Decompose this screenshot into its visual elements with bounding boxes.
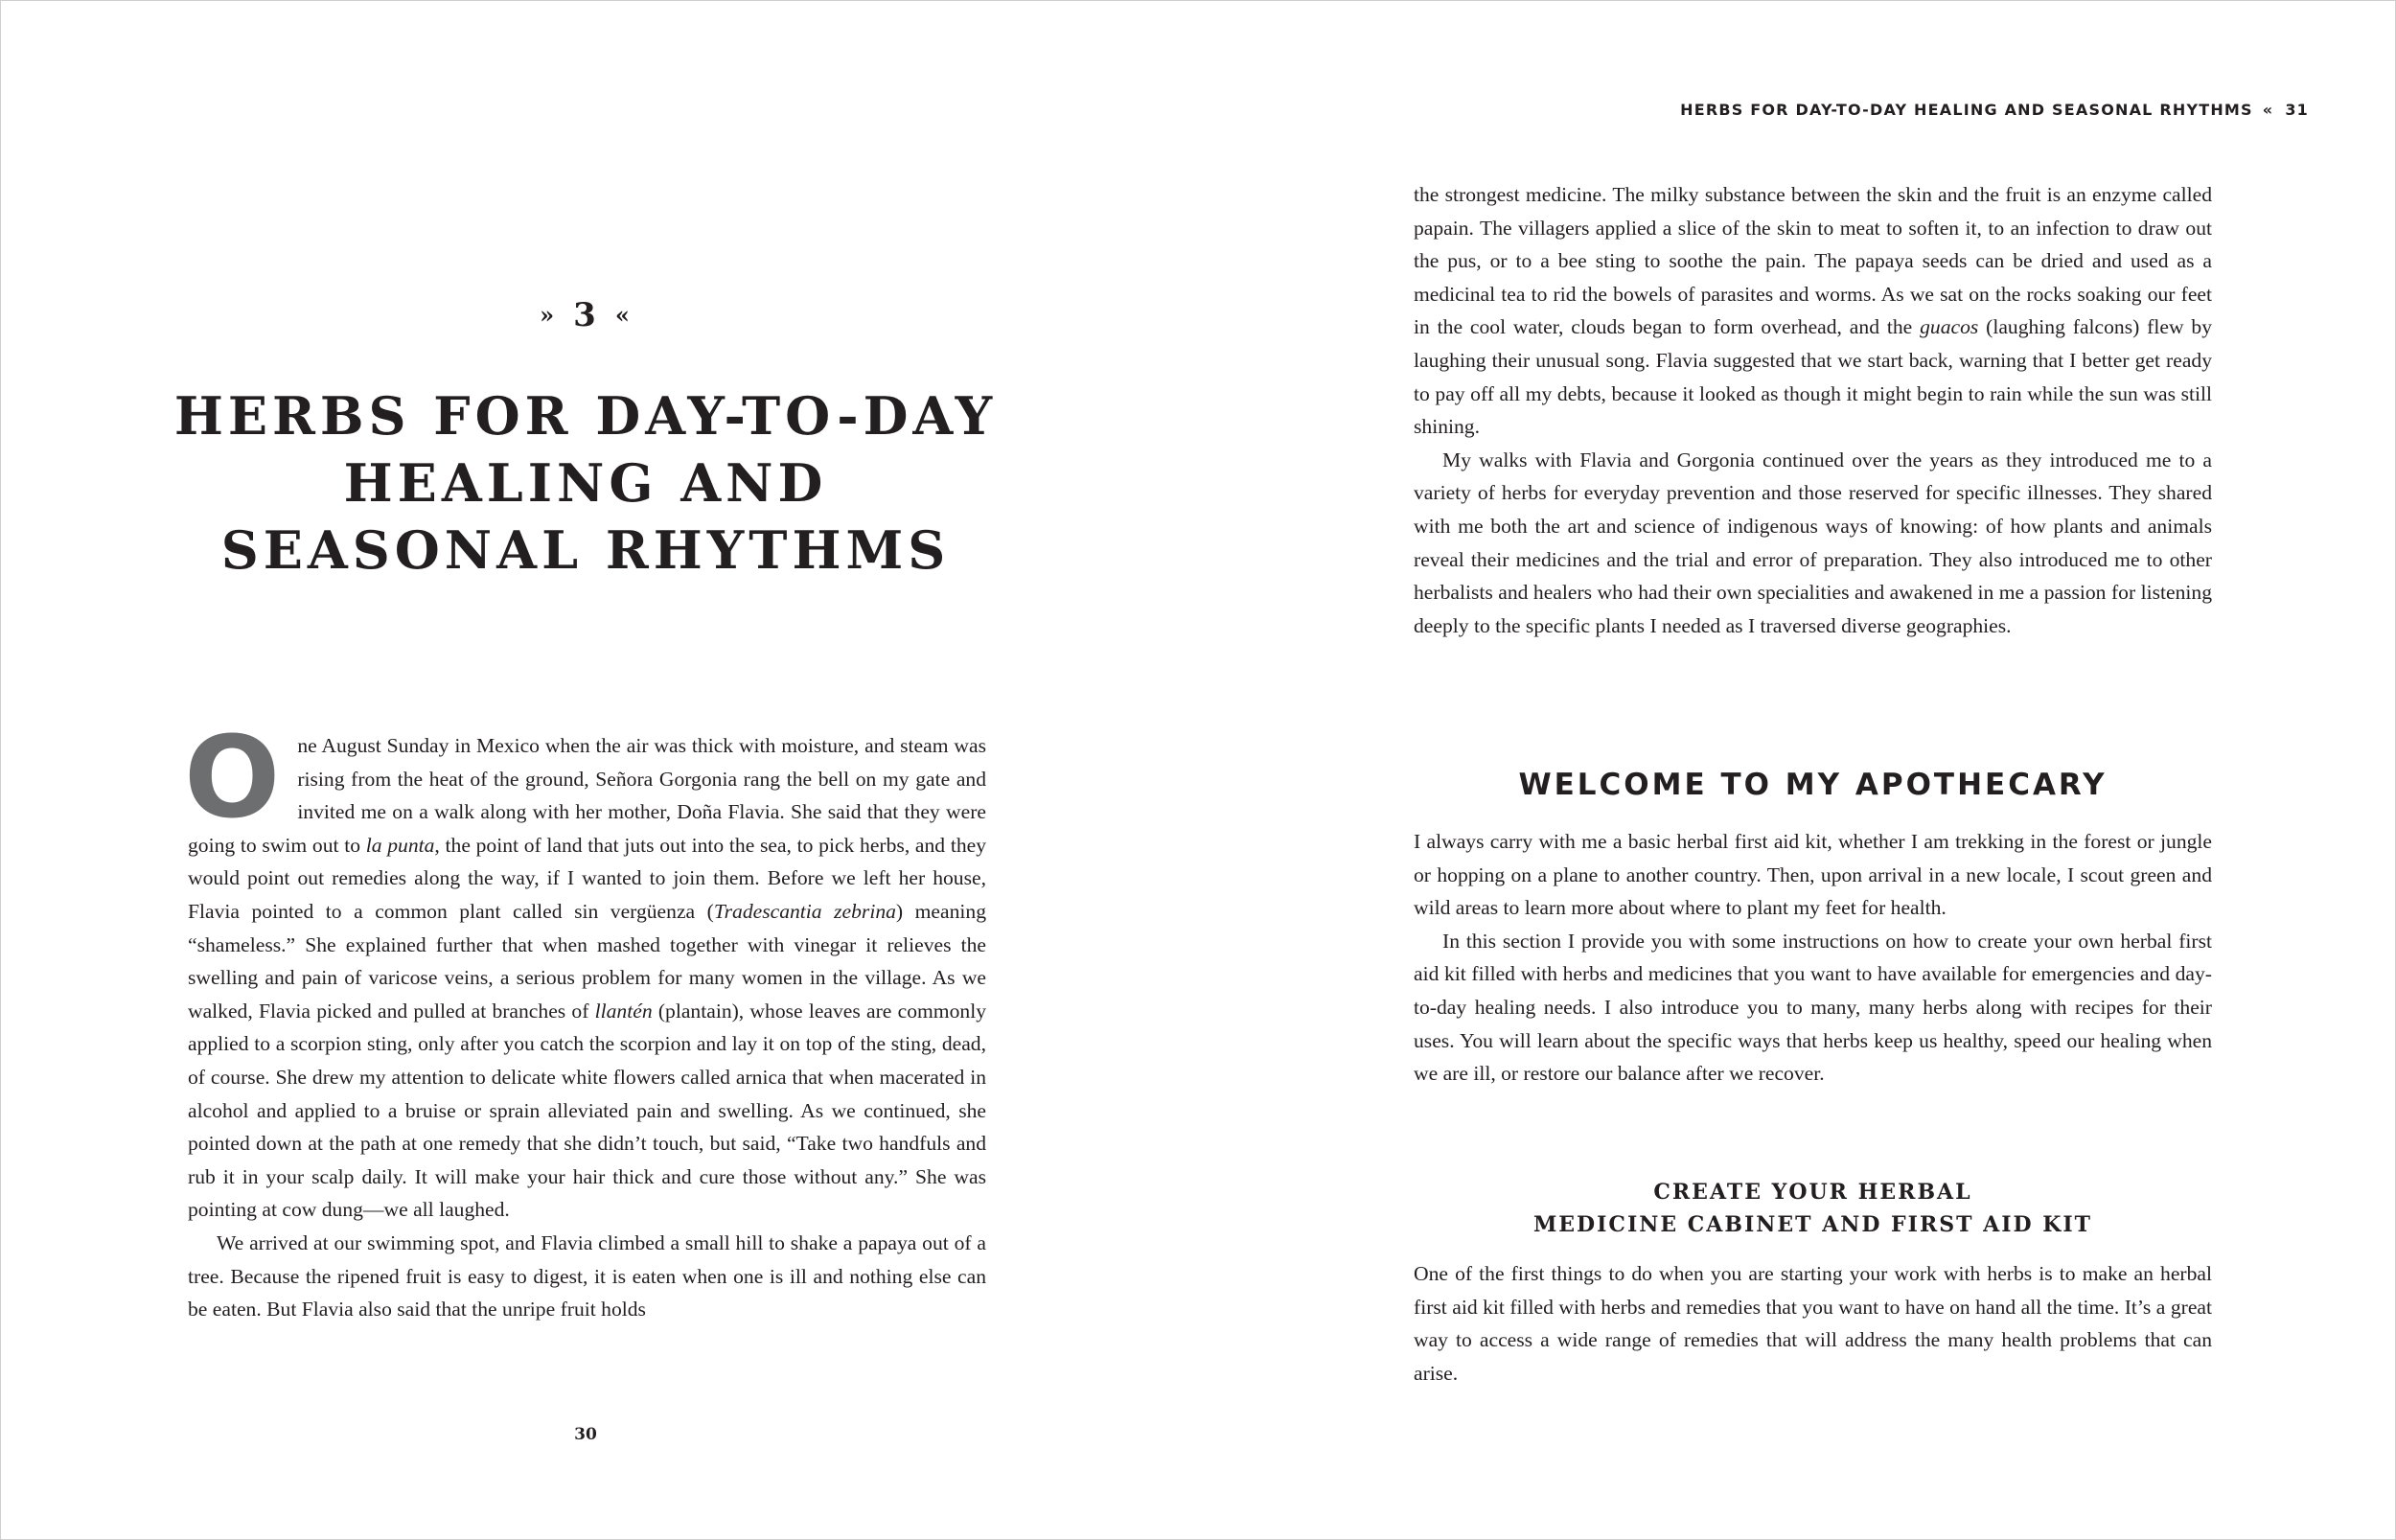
text-run: (plantain), whose leaves are commonly applied to a scorpion sting, only after you catch the scorpion and lay it on top of the sting, dead, of course. She drew my attention to delicate white flowers called arnica that when macerated in alcohol and applied to a bruise or sprain alleviated pain and swelling. As we continued, she pointed down at the path at one remedy that she didn’t touch, but said, “Take two handfuls and rub it in your scalp daily. It will make your hair thick and cure those without any.” She was pointing at cow dung—we all laughed. [188, 999, 986, 1222]
italic-term: guacos [1920, 315, 1979, 339]
right-page [1199, 1, 2396, 1539]
paragraph: In this section I provide you with some instructions on how to create your own herbal first aid kit filled with herbs and medicines that you want to have available for emergencies and day-to-day healing needs. I also introduce you to many, many herbs along with recipes for their uses. You will learn about the specific ways that herbs keep us healthy, speed our healing when we are ill, or restore our balance after we recover. [1414, 929, 2212, 1086]
text-run: the strongest medicine. The milky substance between the skin and the fruit is an enzyme called papain. The villagers applied a slice of the skin to meat to soften it, to an infection to draw out the pus, or to a bee sting to soothe the pain. The papaya seeds can be dried and used as a medicinal tea to rid the bowels of parasites and worms. As we sat on the rocks soaking our feet in the cool water, clouds began to form overhead, and the [1414, 183, 2212, 339]
chapter-number: 3 [573, 296, 598, 334]
text-run: (laughing falcons) flew by laughing their unusual song. Flavia suggested that we start back, warning that I better get ready to pay off all my debts, because it looked as though it might begin to rain while the sun was still shining. [1414, 315, 2212, 439]
italic-term: la punta [365, 833, 435, 857]
chapter-title-line: SEASONAL RHYTHMS [220, 519, 951, 581]
continued-paragraph [1414, 178, 2212, 444]
italic-term: llantén [594, 999, 653, 1023]
sub-heading-line: CREATE YOUR HERBAL [1653, 1180, 1972, 1205]
paragraph: We arrived at our swimming spot, and Flavia climbed a small hill to shake a papaya out of a tree. Because the ripened fruit is easy to digest, it is eaten when one is ill and nothing else can be eaten. But Flavia also said that the unripe fruit holds [188, 1230, 986, 1322]
sub-heading [1414, 1176, 2212, 1241]
chapter-number-line [1, 296, 1170, 334]
chapter-title [145, 382, 1026, 584]
left-page [1, 1, 1199, 1539]
left-body-text [184, 711, 986, 1326]
sub-heading-line: MEDICINE CABINET AND FIRST AID KIT [1532, 1212, 2093, 1237]
opening-paragraph [184, 711, 986, 1227]
chapter-title-line: HEALING AND [343, 452, 828, 514]
section-heading: WELCOME TO MY APOTHECARY [1518, 768, 2108, 802]
paragraph: One of the first things to do when you are starting your work with herbs is to make an herbal first aid kit filled with herbs and remedies that you want to have on hand all the time. It’s a great way to access a wide range of remedies that will address the many health problems that can arise. [1414, 1262, 2212, 1385]
drop-cap: O [184, 711, 281, 843]
paragraph: My walks with Flavia and Gorgonia continued over the years as they introduced me to a variety of herbs for everyday prevention and those reserved for specific illnesses. They shared with me both the art and science of indigenous ways of knowing: of how plants and animals reveal their medicines and the trial and error of preparation. They also introduced me to other herbalists and healers who had their own specialities and awakened in me a passion for listening deeply to the specific plants I needed as I traversed diverse geographies. [1414, 448, 2212, 637]
italic-term: Tradescantia zebrina [713, 899, 896, 923]
text-run: , the point of land that juts out into the sea, to pick herbs, and they would point out remedies along the way, if I wanted to join them. Before we left her house, Flavia pointed to a common plant called sin vergüenza ( [188, 833, 986, 923]
text-run: ne August Sunday in Mexico when the air was thick with moisture, and steam was rising from the heat of the ground, Señora Gorgonia rang the bell on my gate and invited me on a walk along with her mother, Doña Flavia. She said that they were going to swim out to [188, 734, 986, 857]
text-run: ) meaning “shameless.” She explained further that when mashed together with vinegar it relieves the swelling and pain of varicose veins, a serious problem for many women in the village. As we walked, Flavia picked and pulled at branches of [188, 899, 986, 1023]
ornament-left-arrows-icon: « [614, 301, 632, 329]
running-head-title: HERBS FOR DAY-TO-DAY HEALING AND SEASONAL RHYTHMS [1680, 101, 2253, 119]
running-head [1680, 101, 2309, 119]
section-body-text [1414, 825, 2212, 1091]
ornament-right-arrows-icon: » [540, 301, 557, 329]
chapter-title-line: HERBS FOR DAY-TO-DAY [173, 385, 998, 447]
page-number-left: 30 [574, 1425, 597, 1444]
page-number-right: 31 [2285, 101, 2309, 119]
ornament-left-arrows-icon: « [2262, 101, 2274, 119]
sub-section-body-text [1414, 1257, 2212, 1390]
paragraph: I always carry with me a basic herbal first aid kit, whether I am trekking in the forest or jungle or hopping on a plane to another country. Then, upon arrival in a new locale, I scout green and wild areas to learn more about where to plant my feet for health. [1414, 830, 2212, 920]
right-body-text-top [1414, 178, 2212, 642]
